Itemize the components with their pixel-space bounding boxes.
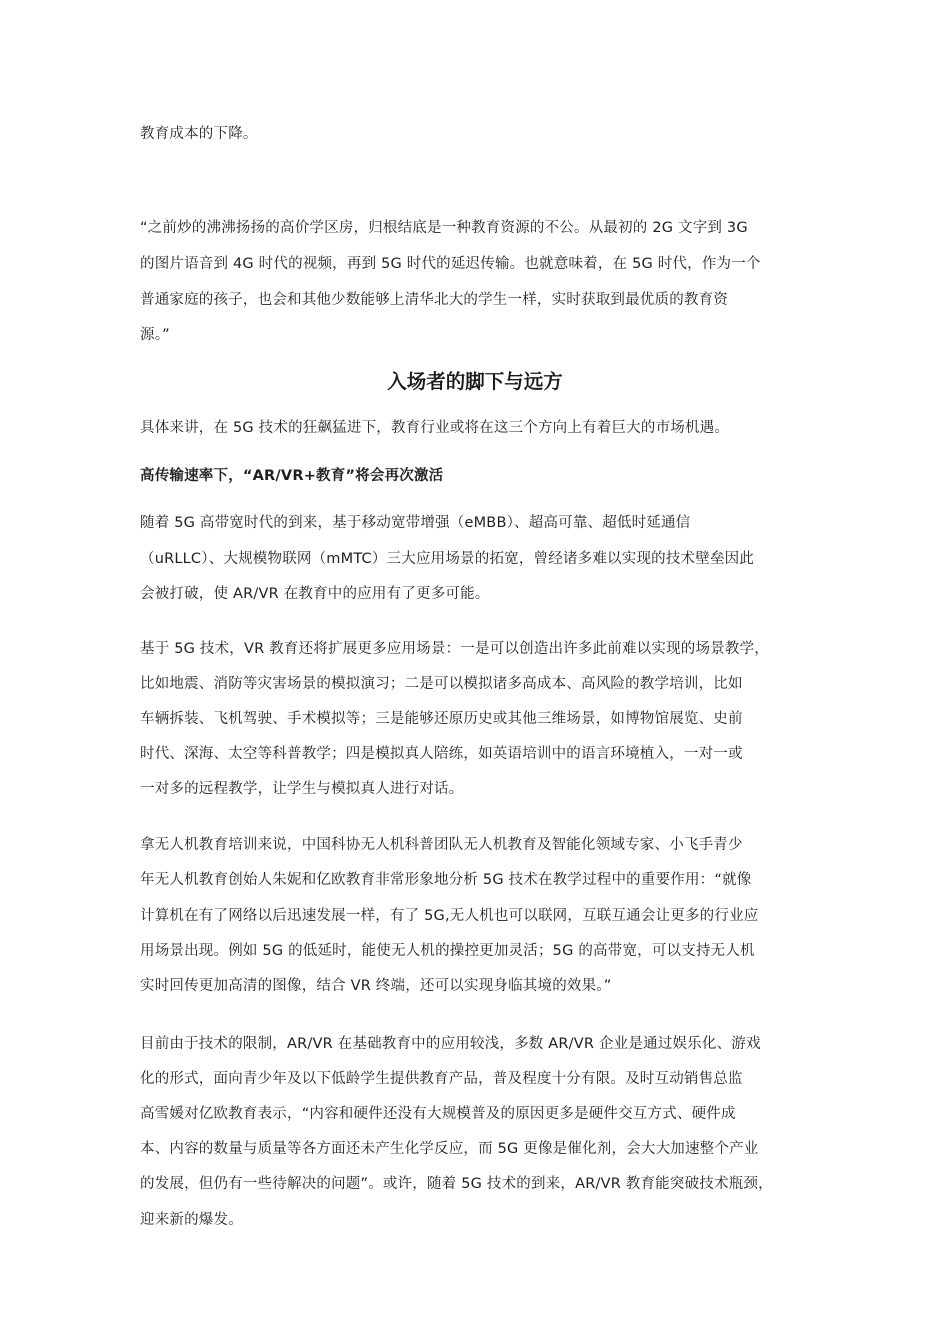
quote-line: 的图片语音到 4G 时代的视频，再到 5G 时代的延迟传输。也就意味着，在 5G 时代，作为一个 xyxy=(140,256,761,272)
paragraph-line: 具体来讲，在 5G 技术的狂飙猛进下，教育行业或将在这三个方向上有着巨大的市场机遇。 xyxy=(140,420,730,436)
quote-line: 源。” xyxy=(140,327,170,343)
paragraph-line: 迎来新的爆发。 xyxy=(140,1212,243,1228)
paragraph-line: 随着 5G 高带宽时代的到来，基于移动宽带增强（eMBB）、超高可靠、超低时延通信 xyxy=(140,515,691,531)
paragraph-line: 实时回传更加高清的图像，结合 VR 终端，还可以实现身临其境的效果。” xyxy=(140,978,612,994)
quote-line: “之前炒的沸沸扬扬的高价学区房，归根结底是一种教育资源的不公。从最初的 2G 文字到 3G xyxy=(140,220,748,236)
paragraph-line: 用场景出现。例如 5G 的低延时，能使无人机的操控更加灵活；5G 的高带宽，可以支持无人机 xyxy=(140,943,755,959)
paragraph-line: 比如地震、消防等灾害场景的模拟演习；二是可以模拟诸多高成本、高风险的教学培训，比如 xyxy=(140,676,743,692)
paragraph-line: 高雪媛对亿欧教育表示，“内容和硬件还没有大规模普及的原因更多是硬件交互方式、硬件成 xyxy=(140,1106,736,1122)
section-heading: 入场者的脚下与远方 xyxy=(387,370,563,393)
paragraph-line: 拿无人机教育培训来说，中国科协无人机科普团队无人机教育及智能化领域专家、小飞手青少 xyxy=(140,837,743,853)
paragraph-line: 的发展，但仍有一些待解决的问题”。或许，随着 5G 技术的到来，AR/VR 教育能突破技术瓶颈， xyxy=(140,1176,773,1192)
paragraph-line: 教育成本的下降。 xyxy=(140,126,258,142)
paragraph-line: 化的形式，面向青少年及以下低龄学生提供教育产品，普及程度十分有限。及时互动销售总监 xyxy=(140,1071,743,1087)
paragraph-line: 基于 5G 技术，VR 教育还将扩展更多应用场景：一是可以创造出许多此前难以实现的场景教学， xyxy=(140,641,769,657)
paragraph-line: 年无人机教育创始人朱妮和亿欧教育非常形象地分析 5G 技术在教学过程中的重要作用：“就像 xyxy=(140,872,752,888)
paragraph-line: 车辆拆装、飞机驾驶、手术模拟等；三是能够还原历史或其他三维场景，如博物馆展览、史前 xyxy=(140,711,743,727)
paragraph-line: 会被打破，使 AR/VR 在教育中的应用有了更多可能。 xyxy=(140,586,490,602)
paragraph-line: 计算机在有了网络以后迅速发展一样，有了 5G,无人机也可以联网，互联互通会让更多的行业应 xyxy=(140,908,759,924)
subheading: 高传输速率下，“AR/VR+教育”将会再次激活 xyxy=(140,468,444,484)
paragraph-line: 一对多的远程教学，让学生与模拟真人进行对话。 xyxy=(140,781,464,797)
paragraph-line: 时代、深海、太空等科普教学；四是模拟真人陪练，如英语培训中的语言环境植入，一对一或 xyxy=(140,746,743,762)
paragraph-line: 本、内容的数量与质量等各方面还未产生化学反应，而 5G 更像是催化剂，会大大加速整个产业 xyxy=(140,1141,759,1157)
quote-line: 普通家庭的孩子，也会和其他少数能够上清华北大的学生一样，实时获取到最优质的教育资 xyxy=(140,292,728,308)
paragraph-line: （uRLLC）、大规模物联网（mMTC）三大应用场景的拓宽，曾经诸多难以实现的技术壁垒因此 xyxy=(140,551,755,567)
paragraph-line: 目前由于技术的限制，AR/VR 在基础教育中的应用较浅，多数 AR/VR 企业是通过娱乐化、游戏 xyxy=(140,1036,761,1052)
